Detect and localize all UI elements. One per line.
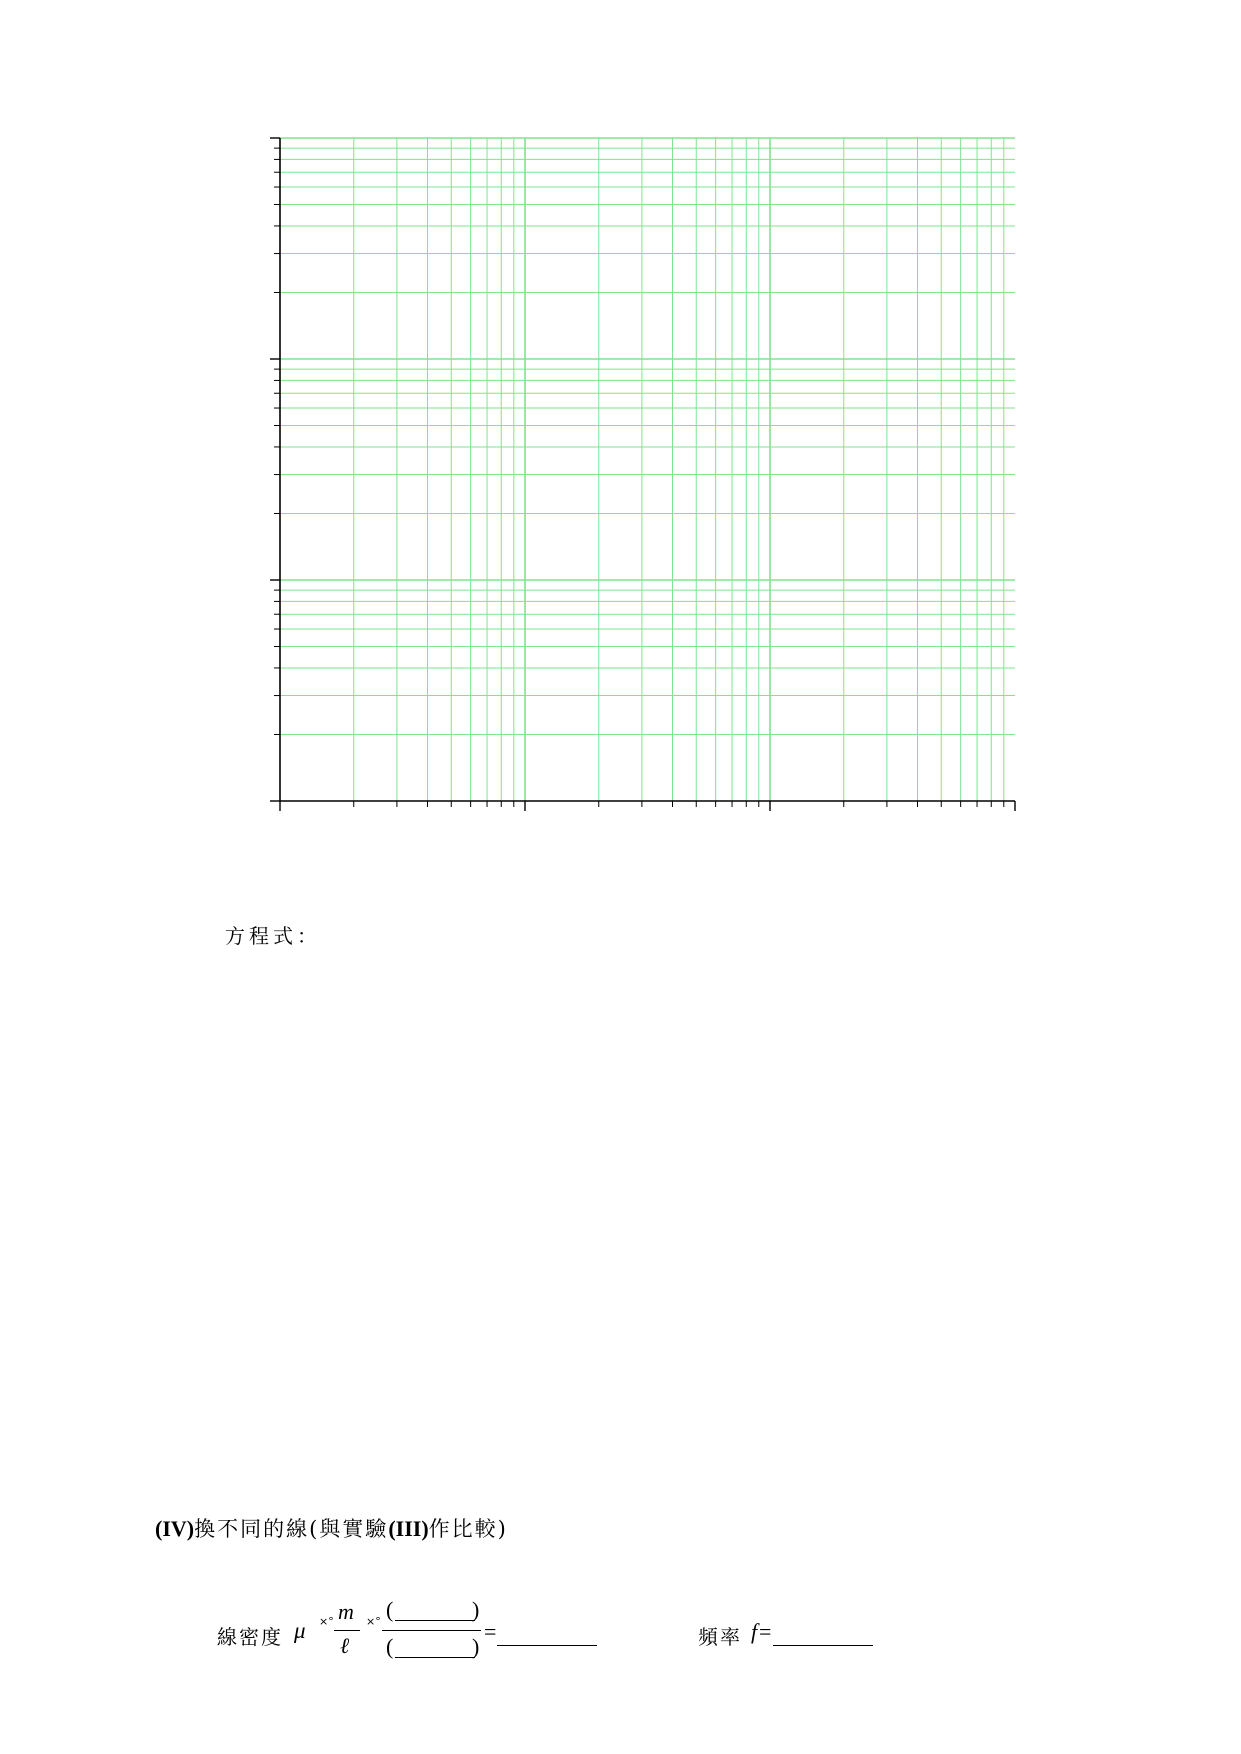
frequency-answer-blank: [773, 1645, 873, 1646]
section-text-1: 換不同的線(與實驗: [194, 1517, 389, 1541]
density-label: 線密度: [217, 1625, 283, 1649]
numerator-close-paren: ): [472, 1597, 480, 1622]
section-text-2: 作比較): [428, 1517, 508, 1541]
encoded-symbol-2: ×°: [366, 1615, 381, 1628]
section-number: (IV): [155, 1516, 195, 1541]
frequency-symbol: f: [751, 1619, 758, 1644]
frequency-label: 頻率: [698, 1625, 742, 1649]
mass-symbol: m: [338, 1599, 354, 1624]
equals-sign: =: [484, 1619, 497, 1644]
frequency-equals: =: [759, 1619, 772, 1644]
denominator-close-paren: ): [472, 1634, 480, 1659]
density-answer-blank: [497, 1645, 597, 1646]
section-reference: (III): [388, 1516, 429, 1541]
fraction-bar-m: [334, 1630, 360, 1631]
numerator-open-paren: (: [386, 1597, 394, 1622]
equation-label: 方程式：: [225, 924, 321, 948]
numerator-blank: [395, 1620, 475, 1621]
mu-symbol: μ: [294, 1618, 306, 1643]
length-symbol: ℓ: [340, 1633, 350, 1658]
denominator-blank: [395, 1657, 475, 1658]
denominator-open-paren: (: [386, 1634, 394, 1659]
fraction-bar-main: [382, 1630, 481, 1631]
encoded-symbol-1: ×°: [319, 1615, 334, 1628]
